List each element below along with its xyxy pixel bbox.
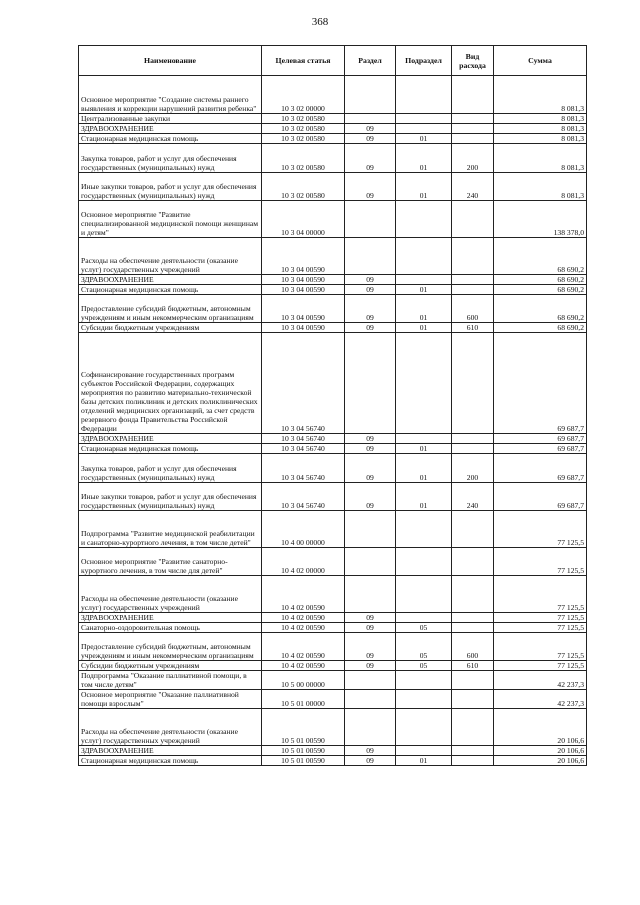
row-section [345, 671, 396, 690]
row-section [345, 201, 396, 238]
row-name: Стационарная медицинская помощь [79, 756, 262, 766]
table-row [79, 134, 587, 144]
row-subsection: 01 [396, 295, 452, 323]
row-name: Закупка товаров, работ и услуг для обеспечения государственных (муниципальных) нужд [79, 144, 262, 173]
table-row [79, 623, 587, 633]
row-target-code: 10 3 04 00590 [262, 238, 345, 275]
row-section [345, 333, 396, 434]
row-target-code: 10 3 02 00580 [262, 144, 345, 173]
row-subsection: 05 [396, 633, 452, 661]
row-expense-type [452, 201, 494, 238]
row-target-code: 10 3 02 00580 [262, 134, 345, 144]
table-row [79, 483, 587, 511]
header-amount: Сумма [494, 46, 587, 76]
row-amount: 77 125,5 [494, 548, 587, 576]
table-row [79, 613, 587, 623]
row-subsection: 01 [396, 134, 452, 144]
row-section: 09 [345, 173, 396, 201]
header-subsection: Подраздел [396, 46, 452, 76]
row-target-code: 10 4 02 00590 [262, 633, 345, 661]
row-section: 09 [345, 323, 396, 333]
row-target-code: 10 3 04 00590 [262, 323, 345, 333]
row-target-code: 10 5 01 00590 [262, 756, 345, 766]
row-subsection [396, 671, 452, 690]
table-row [79, 285, 587, 295]
row-name: Централизованные закупки [79, 114, 262, 124]
row-subsection [396, 511, 452, 548]
row-target-code: 10 4 00 00000 [262, 511, 345, 548]
row-target-code: 10 3 04 56740 [262, 444, 345, 454]
row-name: Иные закупки товаров, работ и услуг для обеспечения государственных (муниципальных) нужд [79, 483, 262, 511]
row-section [345, 690, 396, 709]
table-row [79, 144, 587, 173]
row-name: Предоставление субсидий бюджетным, автономным учреждениям и иным некоммерческим организациям [79, 295, 262, 323]
row-name: Расходы на обеспечение деятельности (оказание услуг) государственных учреждений [79, 576, 262, 613]
row-name: Стационарная медицинская помощь [79, 285, 262, 295]
row-amount: 42 237,3 [494, 690, 587, 709]
row-name: ЗДРАВООХРАНЕНИЕ [79, 275, 262, 285]
row-name: Предоставление субсидий бюджетным, автономным учреждениям и иным некоммерческим организациям [79, 633, 262, 661]
table-header-row [79, 46, 587, 76]
table-row [79, 633, 587, 661]
row-target-code: 10 3 04 56740 [262, 434, 345, 444]
row-subsection [396, 613, 452, 623]
row-amount: 8 081,3 [494, 144, 587, 173]
row-expense-type [452, 671, 494, 690]
header-name: Наименование [79, 46, 262, 76]
row-name: Стационарная медицинская помощь [79, 444, 262, 454]
row-expense-type [452, 285, 494, 295]
row-subsection [396, 690, 452, 709]
row-subsection [396, 576, 452, 613]
row-subsection [396, 238, 452, 275]
row-amount: 77 125,5 [494, 661, 587, 671]
row-expense-type [452, 76, 494, 114]
row-amount: 42 237,3 [494, 671, 587, 690]
row-section: 09 [345, 633, 396, 661]
row-section [345, 548, 396, 576]
row-subsection: 01 [396, 454, 452, 483]
row-name: Основное мероприятие "Оказание паллиативной помощи взрослым" [79, 690, 262, 709]
row-name: Подпрограмма "Оказание паллиативной помощи, в том числе детям" [79, 671, 262, 690]
row-section: 09 [345, 134, 396, 144]
row-amount: 77 125,5 [494, 623, 587, 633]
row-expense-type [452, 114, 494, 124]
row-target-code: 10 4 02 00590 [262, 623, 345, 633]
row-target-code: 10 4 02 00000 [262, 548, 345, 576]
row-name: ЗДРАВООХРАНЕНИЕ [79, 613, 262, 623]
table-row [79, 709, 587, 746]
row-subsection [396, 434, 452, 444]
table-row [79, 671, 587, 690]
page-number: 368 [311, 16, 329, 28]
row-expense-type: 610 [452, 661, 494, 671]
table-row [79, 238, 587, 275]
table-row [79, 576, 587, 613]
header-expense-type: Вид расхода [452, 46, 494, 76]
row-section: 09 [345, 144, 396, 173]
table-row [79, 548, 587, 576]
row-subsection: 01 [396, 144, 452, 173]
row-section: 09 [345, 613, 396, 623]
table-row [79, 323, 587, 333]
row-amount: 20 106,6 [494, 746, 587, 756]
row-name: Основное мероприятие "Создание системы раннего выявления и коррекции нарушений развития ребенка" [79, 76, 262, 114]
row-expense-type [452, 613, 494, 623]
row-subsection [396, 333, 452, 434]
row-expense-type [452, 434, 494, 444]
row-amount: 68 690,2 [494, 275, 587, 285]
row-amount: 68 690,2 [494, 238, 587, 275]
row-section: 09 [345, 434, 396, 444]
row-expense-type [452, 333, 494, 434]
row-section: 09 [345, 483, 396, 511]
budget-table [78, 45, 587, 766]
row-subsection: 05 [396, 661, 452, 671]
row-subsection: 01 [396, 285, 452, 295]
table-row [79, 454, 587, 483]
table-row [79, 746, 587, 756]
row-amount: 68 690,2 [494, 285, 587, 295]
row-expense-type [452, 756, 494, 766]
header-code: Целевая статья [262, 46, 345, 76]
row-expense-type [452, 134, 494, 144]
table-row [79, 275, 587, 285]
row-section [345, 709, 396, 746]
row-section [345, 238, 396, 275]
table-row [79, 114, 587, 124]
row-target-code: 10 3 04 00590 [262, 285, 345, 295]
table-row [79, 511, 587, 548]
row-section [345, 114, 396, 124]
table-row [79, 690, 587, 709]
row-target-code: 10 4 02 00590 [262, 613, 345, 623]
row-name: ЗДРАВООХРАНЕНИЕ [79, 124, 262, 134]
row-section [345, 511, 396, 548]
row-expense-type [452, 548, 494, 576]
row-amount: 77 125,5 [494, 633, 587, 661]
row-target-code: 10 4 02 00590 [262, 661, 345, 671]
row-name: Санаторно-оздоровительная помощь [79, 623, 262, 633]
row-amount: 138 378,0 [494, 201, 587, 238]
row-target-code: 10 3 04 56740 [262, 454, 345, 483]
row-target-code: 10 5 00 00000 [262, 671, 345, 690]
row-amount: 69 687,7 [494, 333, 587, 434]
row-expense-type [452, 746, 494, 756]
table-row [79, 661, 587, 671]
row-amount: 8 081,3 [494, 134, 587, 144]
row-name: Расходы на обеспечение деятельности (оказание услуг) государственных учреждений [79, 709, 262, 746]
row-section: 09 [345, 746, 396, 756]
row-expense-type [452, 623, 494, 633]
table-row [79, 434, 587, 444]
row-amount: 77 125,5 [494, 613, 587, 623]
row-target-code: 10 3 04 00590 [262, 295, 345, 323]
row-expense-type [452, 511, 494, 548]
row-subsection: 01 [396, 323, 452, 333]
row-expense-type [452, 709, 494, 746]
row-subsection [396, 201, 452, 238]
row-name: Иные закупки товаров, работ и услуг для обеспечения государственных (муниципальных) нужд [79, 173, 262, 201]
row-section: 09 [345, 756, 396, 766]
row-subsection: 05 [396, 623, 452, 633]
row-expense-type: 600 [452, 295, 494, 323]
row-expense-type [452, 690, 494, 709]
table-row [79, 295, 587, 323]
row-expense-type [452, 444, 494, 454]
row-subsection [396, 709, 452, 746]
row-name: Основное мероприятие "Развитие специализированной медицинской помощи женщинам и детям" [79, 201, 262, 238]
row-expense-type: 600 [452, 633, 494, 661]
table-row [79, 201, 587, 238]
row-target-code: 10 3 04 56740 [262, 333, 345, 434]
row-expense-type: 240 [452, 483, 494, 511]
row-name: Подпрограмма "Развитие медицинской реабилитации и санаторно-курортного лечения, в том числе детей" [79, 511, 262, 548]
row-section: 09 [345, 444, 396, 454]
row-section [345, 76, 396, 114]
table-row [79, 124, 587, 134]
row-name: Стационарная медицинская помощь [79, 134, 262, 144]
row-name: Софинансирование государственных программ субъектов Российской Федерации, содержащих мероприятия по развитию материально-технической базы детских поликлиник и детских поликлинических отделений медицинских организаций, за счет средств резервного фонда Правительства Российской Федерации [79, 333, 262, 434]
row-target-code: 10 3 04 00590 [262, 275, 345, 285]
row-section: 09 [345, 285, 396, 295]
row-name: ЗДРАВООХРАНЕНИЕ [79, 434, 262, 444]
row-amount: 8 081,3 [494, 76, 587, 114]
row-expense-type: 610 [452, 323, 494, 333]
row-target-code: 10 3 02 00580 [262, 114, 345, 124]
row-section: 09 [345, 623, 396, 633]
row-subsection: 01 [396, 483, 452, 511]
row-expense-type [452, 238, 494, 275]
row-expense-type: 200 [452, 454, 494, 483]
row-subsection [396, 746, 452, 756]
row-target-code: 10 5 01 00000 [262, 690, 345, 709]
row-target-code: 10 3 04 56740 [262, 483, 345, 511]
table-row [79, 444, 587, 454]
row-amount: 68 690,2 [494, 323, 587, 333]
row-target-code: 10 3 02 00580 [262, 124, 345, 134]
row-target-code: 10 5 01 00590 [262, 746, 345, 756]
row-expense-type: 240 [452, 173, 494, 201]
row-amount: 8 081,3 [494, 173, 587, 201]
table-row [79, 76, 587, 114]
table-row [79, 333, 587, 434]
row-section: 09 [345, 295, 396, 323]
row-section: 09 [345, 124, 396, 134]
row-subsection: 01 [396, 756, 452, 766]
row-amount: 8 081,3 [494, 124, 587, 134]
row-amount: 8 081,3 [494, 114, 587, 124]
row-name: Расходы на обеспечение деятельности (оказание услуг) государственных учреждений [79, 238, 262, 275]
row-name: Субсидии бюджетным учреждениям [79, 323, 262, 333]
row-subsection [396, 114, 452, 124]
row-target-code: 10 5 01 00590 [262, 709, 345, 746]
row-section [345, 576, 396, 613]
row-target-code: 10 3 04 00000 [262, 201, 345, 238]
row-subsection [396, 548, 452, 576]
row-section: 09 [345, 275, 396, 285]
row-expense-type [452, 576, 494, 613]
table-row [79, 173, 587, 201]
row-amount: 69 687,7 [494, 454, 587, 483]
row-name: Основное мероприятие "Развитие санаторно-курортного лечения, в том числе для детей" [79, 548, 262, 576]
row-target-code: 10 4 02 00590 [262, 576, 345, 613]
row-expense-type [452, 275, 494, 285]
row-expense-type [452, 124, 494, 134]
table-row [79, 756, 587, 766]
row-section: 09 [345, 661, 396, 671]
row-name: Закупка товаров, работ и услуг для обеспечения государственных (муниципальных) нужд [79, 454, 262, 483]
row-amount: 20 106,6 [494, 709, 587, 746]
row-amount: 69 687,7 [494, 444, 587, 454]
row-amount: 69 687,7 [494, 434, 587, 444]
row-name: Субсидии бюджетным учреждениям [79, 661, 262, 671]
row-target-code: 10 3 02 00580 [262, 173, 345, 201]
row-name: ЗДРАВООХРАНЕНИЕ [79, 746, 262, 756]
row-subsection: 01 [396, 444, 452, 454]
row-subsection: 01 [396, 173, 452, 201]
row-target-code: 10 3 02 00000 [262, 76, 345, 114]
row-amount: 77 125,5 [494, 576, 587, 613]
header-section: Раздел [345, 46, 396, 76]
row-expense-type: 200 [452, 144, 494, 173]
row-subsection [396, 76, 452, 114]
row-section: 09 [345, 454, 396, 483]
row-subsection [396, 124, 452, 134]
row-subsection [396, 275, 452, 285]
row-amount: 20 106,6 [494, 756, 587, 766]
row-amount: 68 690,2 [494, 295, 587, 323]
row-amount: 77 125,5 [494, 511, 587, 548]
row-amount: 69 687,7 [494, 483, 587, 511]
